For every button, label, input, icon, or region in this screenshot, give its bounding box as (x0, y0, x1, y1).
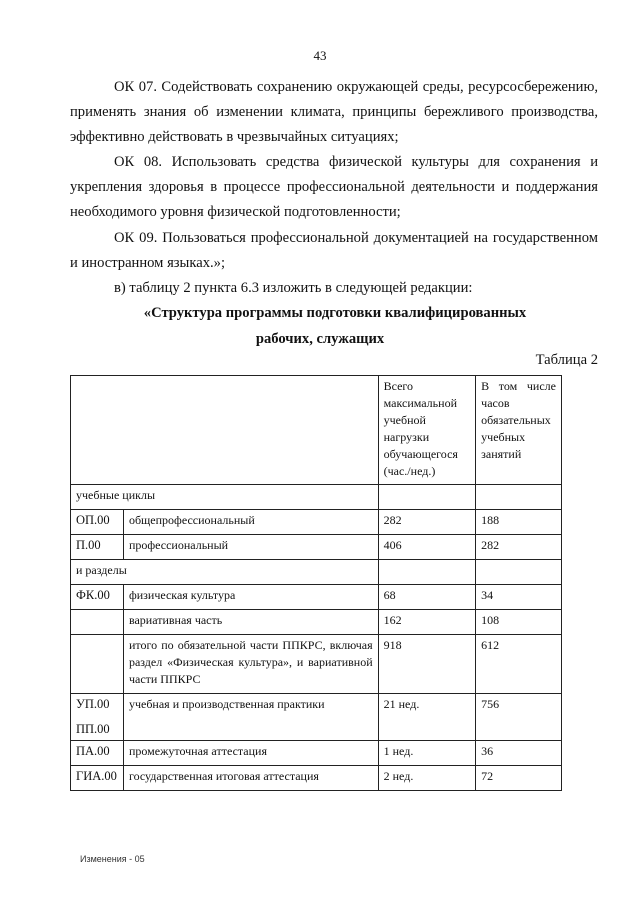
row-name: государственная итоговая аттестация (123, 766, 378, 791)
table-row (71, 741, 562, 766)
row-name: итого по обязательной части ППКРС, включая раздел «Физическая культура», и вариативной части ППКРС (123, 635, 378, 694)
table-row (71, 635, 562, 694)
structure-table (70, 375, 562, 791)
row-total: 68 (378, 585, 476, 610)
table-row (71, 610, 562, 635)
section-title-line1: «Структура программы подготовки квалифицированных (143, 305, 527, 321)
row-name: профессиональный (123, 535, 378, 560)
section-label: и разделы (71, 560, 379, 585)
section-row-cycles (71, 485, 562, 510)
header-empty-cell (71, 376, 379, 485)
row-code: П.00 (71, 535, 124, 560)
section-title-line2: рабочих, служащих (255, 331, 385, 347)
table-header-row (71, 376, 562, 485)
row-code: ГИА.00 (71, 766, 124, 791)
row-required: 34 (476, 585, 562, 610)
row-code (71, 610, 124, 635)
empty-cell (476, 485, 562, 510)
section-row-parts (71, 560, 562, 585)
row-total: 406 (378, 535, 476, 560)
row-code: ФК.00 (71, 585, 124, 610)
row-required: 72 (476, 766, 562, 791)
row-required: 612 (476, 635, 562, 694)
page-footer: Изменения - 05 (80, 854, 145, 864)
paragraph-instruction: в) таблицу 2 пункта 6.3 изложить в следующей редакции: (114, 280, 473, 296)
row-total: 1 нед. (378, 741, 476, 766)
row-total: 282 (378, 510, 476, 535)
row-required: 756 (476, 694, 562, 741)
row-code (71, 635, 124, 694)
paragraph-ok07: ОК 07. Содействовать сохранению окружающей среды, ресурсосбережению, применять знания об изменении климата, принципы бережливого производства, эффективно действовать в чрезвычайных ситуациях; (70, 79, 598, 145)
row-code: ПА.00 (71, 741, 124, 766)
row-total: 162 (378, 610, 476, 635)
page-number: 43 (313, 48, 327, 63)
row-required: 282 (476, 535, 562, 560)
row-name: физическая культура (123, 585, 378, 610)
header-required: В том числе часов обязательных учебных занятий (476, 376, 562, 485)
table-row (71, 510, 562, 535)
row-code-line2: ПП.00 (76, 722, 110, 736)
table-row (71, 694, 562, 741)
row-total: 918 (378, 635, 476, 694)
row-total: 21 нед. (378, 694, 476, 741)
header-total: Всего максимальной учебной нагрузки обучающегося (час./нед.) (378, 376, 476, 485)
empty-cell (378, 485, 476, 510)
row-required: 188 (476, 510, 562, 535)
paragraph-ok08: ОК 08. Использовать средства физической культуры для сохранения и укрепления здоровья в процессе профессиональной деятельности и поддержания необходимого уровня физической подготовленности; (70, 154, 598, 220)
table-caption: Таблица 2 (535, 352, 598, 368)
row-name: вариативная часть (123, 610, 378, 635)
row-required: 108 (476, 610, 562, 635)
paragraph-ok09: ОК 09. Пользоваться профессиональной документацией на государственном и иностранном языках.»; (70, 230, 598, 271)
row-name: общепрофессиональный (123, 510, 378, 535)
row-code-line1: УП.00 (76, 697, 110, 711)
row-name: промежуточная аттестация (123, 741, 378, 766)
table-row (71, 535, 562, 560)
table-row (71, 766, 562, 791)
empty-cell (476, 560, 562, 585)
section-label: учебные циклы (71, 485, 379, 510)
row-name: учебная и производственная практики (123, 694, 378, 741)
table-row (71, 585, 562, 610)
row-total: 2 нед. (378, 766, 476, 791)
empty-cell (378, 560, 476, 585)
row-code (71, 694, 124, 741)
row-code: ОП.00 (71, 510, 124, 535)
row-required: 36 (476, 741, 562, 766)
